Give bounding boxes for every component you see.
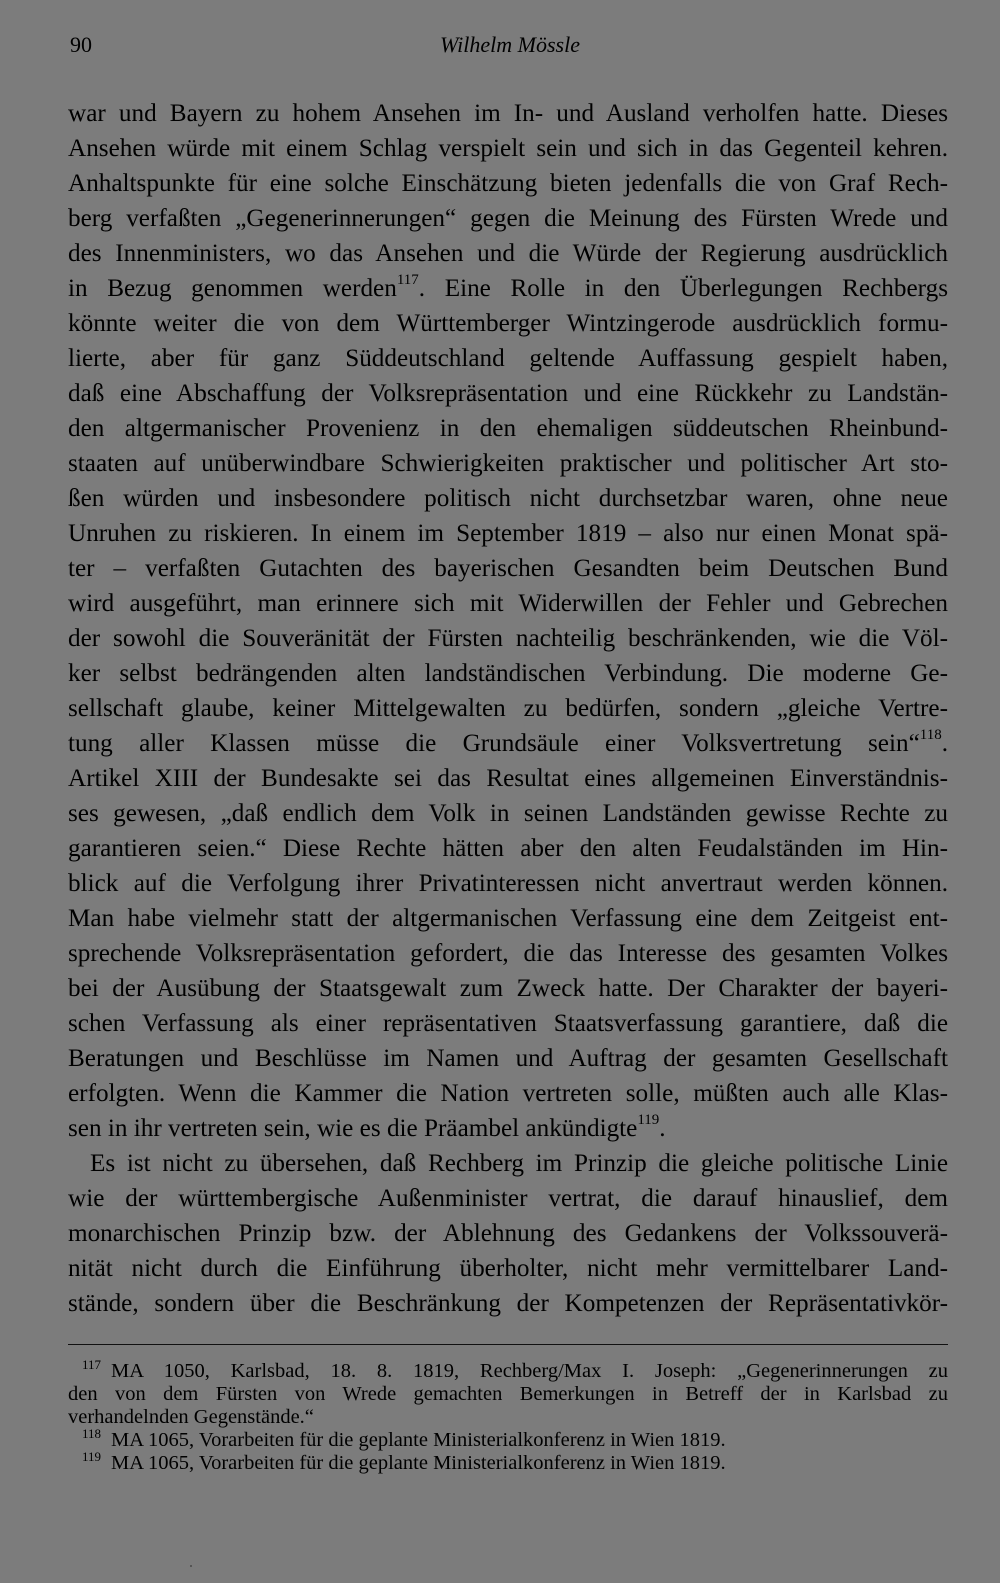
footnote-text: MA 1050, Karlsbad, 18. 8. 1819, Rechberg/Max I. Joseph: „Gegenerinnerungen zu	[111, 1360, 948, 1382]
text-line: berg verfaßten „Gegenerinnerungen“ gegen die Meinung des Fürsten Wrede und	[68, 205, 948, 232]
text-line: des Innenministers, wo das Ansehen und die Würde der Regierung ausdrücklich	[68, 240, 948, 267]
text-line: könnte weiter die von dem Württemberger Wintzingerode ausdrücklich formu-	[68, 310, 948, 337]
footnotes	[68, 1357, 948, 1475]
footnote-text: MA 1065, Vorarbeiten für die geplante Ministerialkonferenz in Wien 1819.	[111, 1429, 726, 1451]
text-line: ßen würden und insbesondere politisch nicht durchsetzbar waren, ohne neue	[68, 485, 948, 512]
text-line: Unruhen zu riskieren. In einem im September 1819 – also nur einen Monat spä-	[68, 520, 948, 547]
footnote-118	[68, 1426, 948, 1452]
text-line: ses gewesen, „daß endlich dem Volk in seinen Landständen gewisse Rechte zu	[68, 800, 948, 827]
page-header	[70, 32, 950, 66]
text-line: bei der Ausübung der Staatsgewalt zum Zweck hatte. Der Charakter der bayeri-	[68, 975, 948, 1002]
text-line: nität nicht durch die Einführung überholter, nicht mehr vermittelbarer Land-	[68, 1255, 948, 1282]
page-number: 90	[70, 32, 92, 57]
footnote-ref-118[interactable]: 118	[919, 727, 942, 743]
footnote-line	[68, 1449, 948, 1475]
text-line: wie der württembergische Außenminister vertrat, die darauf hinauslief, dem	[68, 1185, 948, 1212]
text-segment: .	[941, 730, 948, 757]
text-line: den altgermanischer Provenienz in den ehemaligen süddeutschen Rheinbund-	[68, 415, 948, 442]
text-line	[68, 271, 948, 306]
text-line: ter – verfaßten Gutachten des bayerischen Gesandten beim Deutschen Bund	[68, 555, 948, 582]
text-line: erfolgten. Wenn die Kammer die Nation vertreten solle, müßten auch alle Klas-	[68, 1080, 948, 1107]
text-line	[68, 726, 948, 761]
text-segment: in Bezug genommen werden	[68, 275, 397, 302]
text-line: Artikel XIII der Bundesakte sei das Resultat eines allgemeinen Einverständnis-	[68, 765, 948, 792]
text-line: Ansehen würde mit einem Schlag verspielt sein und sich in das Gegenteil kehren.	[68, 135, 948, 162]
text-segment: sen in ihr vertreten sein, wie es die Präambel ankündigte	[68, 1115, 638, 1142]
text-line	[68, 1111, 948, 1146]
text-line: ker selbst bedrängenden alten landständischen Verbindung. Die moderne Ge-	[68, 660, 948, 687]
text-line: lierte, aber für ganz Süddeutschland geltende Auffassung gespielt haben,	[68, 345, 948, 372]
footnote-line: den von dem Fürsten von Wrede gemachten Bemerkungen in Betreff der in Karlsbad zu	[68, 1383, 948, 1405]
footnote-119	[68, 1449, 948, 1475]
footnote-line	[68, 1357, 948, 1383]
text-line: Man habe vielmehr statt der altgermanischen Verfassung eine dem Zeitgeist ent-	[68, 905, 948, 932]
text-line: wird ausgeführt, man erinnere sich mit Widerwillen der Fehler und Gebrechen	[68, 590, 948, 617]
footnote-117	[68, 1357, 948, 1429]
footnote-divider	[68, 1344, 948, 1345]
footnote-number: 119	[82, 1449, 102, 1464]
text-line: daß eine Abschaffung der Volksrepräsentation und eine Rückkehr zu Landstän-	[68, 380, 948, 407]
footnote-ref-119[interactable]: 119	[637, 1112, 660, 1128]
body-text	[68, 96, 948, 1321]
text-line: Es ist nicht zu übersehen, daß Rechberg im Prinzip die gleiche politische Linie	[90, 1150, 948, 1177]
footnote-text: MA 1065, Vorarbeiten für die geplante Ministerialkonferenz in Wien 1819.	[111, 1452, 726, 1474]
text-line: stände, sondern über die Beschränkung der Kompetenzen der Repräsentativkör-	[68, 1290, 948, 1317]
text-segment: tung aller Klassen müsse die Grundsäule einer Volksvertretung sein“	[68, 730, 920, 757]
text-line: war und Bayern zu hohem Ansehen im In- und Ausland verholfen hatte. Dieses	[68, 100, 948, 127]
text-line: Anhaltspunkte für eine solche Einschätzung bieten jedenfalls die von Graf Rech-	[68, 170, 948, 197]
text-line: sellschaft glaube, keiner Mittelgewalten zu bedürfen, sondern „gleiche Vertre-	[68, 695, 948, 722]
text-line: garantieren seien.“ Diese Rechte hätten aber den alten Feudalständen im Hin-	[68, 835, 948, 862]
footnote-number: 118	[82, 1426, 102, 1441]
text-line: der sowohl die Souveränität der Fürsten nachteilig beschränkenden, wie die Völ-	[68, 625, 948, 652]
footnote-line	[68, 1426, 948, 1452]
footnote-ref-117[interactable]: 117	[396, 272, 419, 288]
text-segment: . Eine Rolle in den Überlegungen Rechbergs	[418, 275, 948, 302]
scan-speck	[190, 1565, 192, 1567]
text-line: blick auf die Verfolgung ihrer Privatinteressen nicht anvertraut werden können.	[68, 870, 948, 897]
running-head: Wilhelm Mössle	[440, 32, 580, 57]
text-line: schen Verfassung als einer repräsentativen Staatsverfassung garantiere, daß die	[68, 1010, 948, 1037]
text-line: staaten auf unüberwindbare Schwierigkeiten praktischer und politischer Art sto-	[68, 450, 948, 477]
text-line: Beratungen und Beschlüsse im Namen und Auftrag der gesamten Gesellschaft	[68, 1045, 948, 1072]
text-segment: .	[659, 1115, 666, 1142]
text-line: monarchischen Prinzip bzw. der Ablehnung des Gedankens der Volkssouverä-	[68, 1220, 948, 1247]
footnote-line: verhandelnden Gegenstände.“	[68, 1406, 314, 1428]
footnote-number: 117	[82, 1357, 102, 1372]
text-line: sprechende Volksrepräsentation gefordert, die das Interesse des gesamten Volkes	[68, 940, 948, 967]
